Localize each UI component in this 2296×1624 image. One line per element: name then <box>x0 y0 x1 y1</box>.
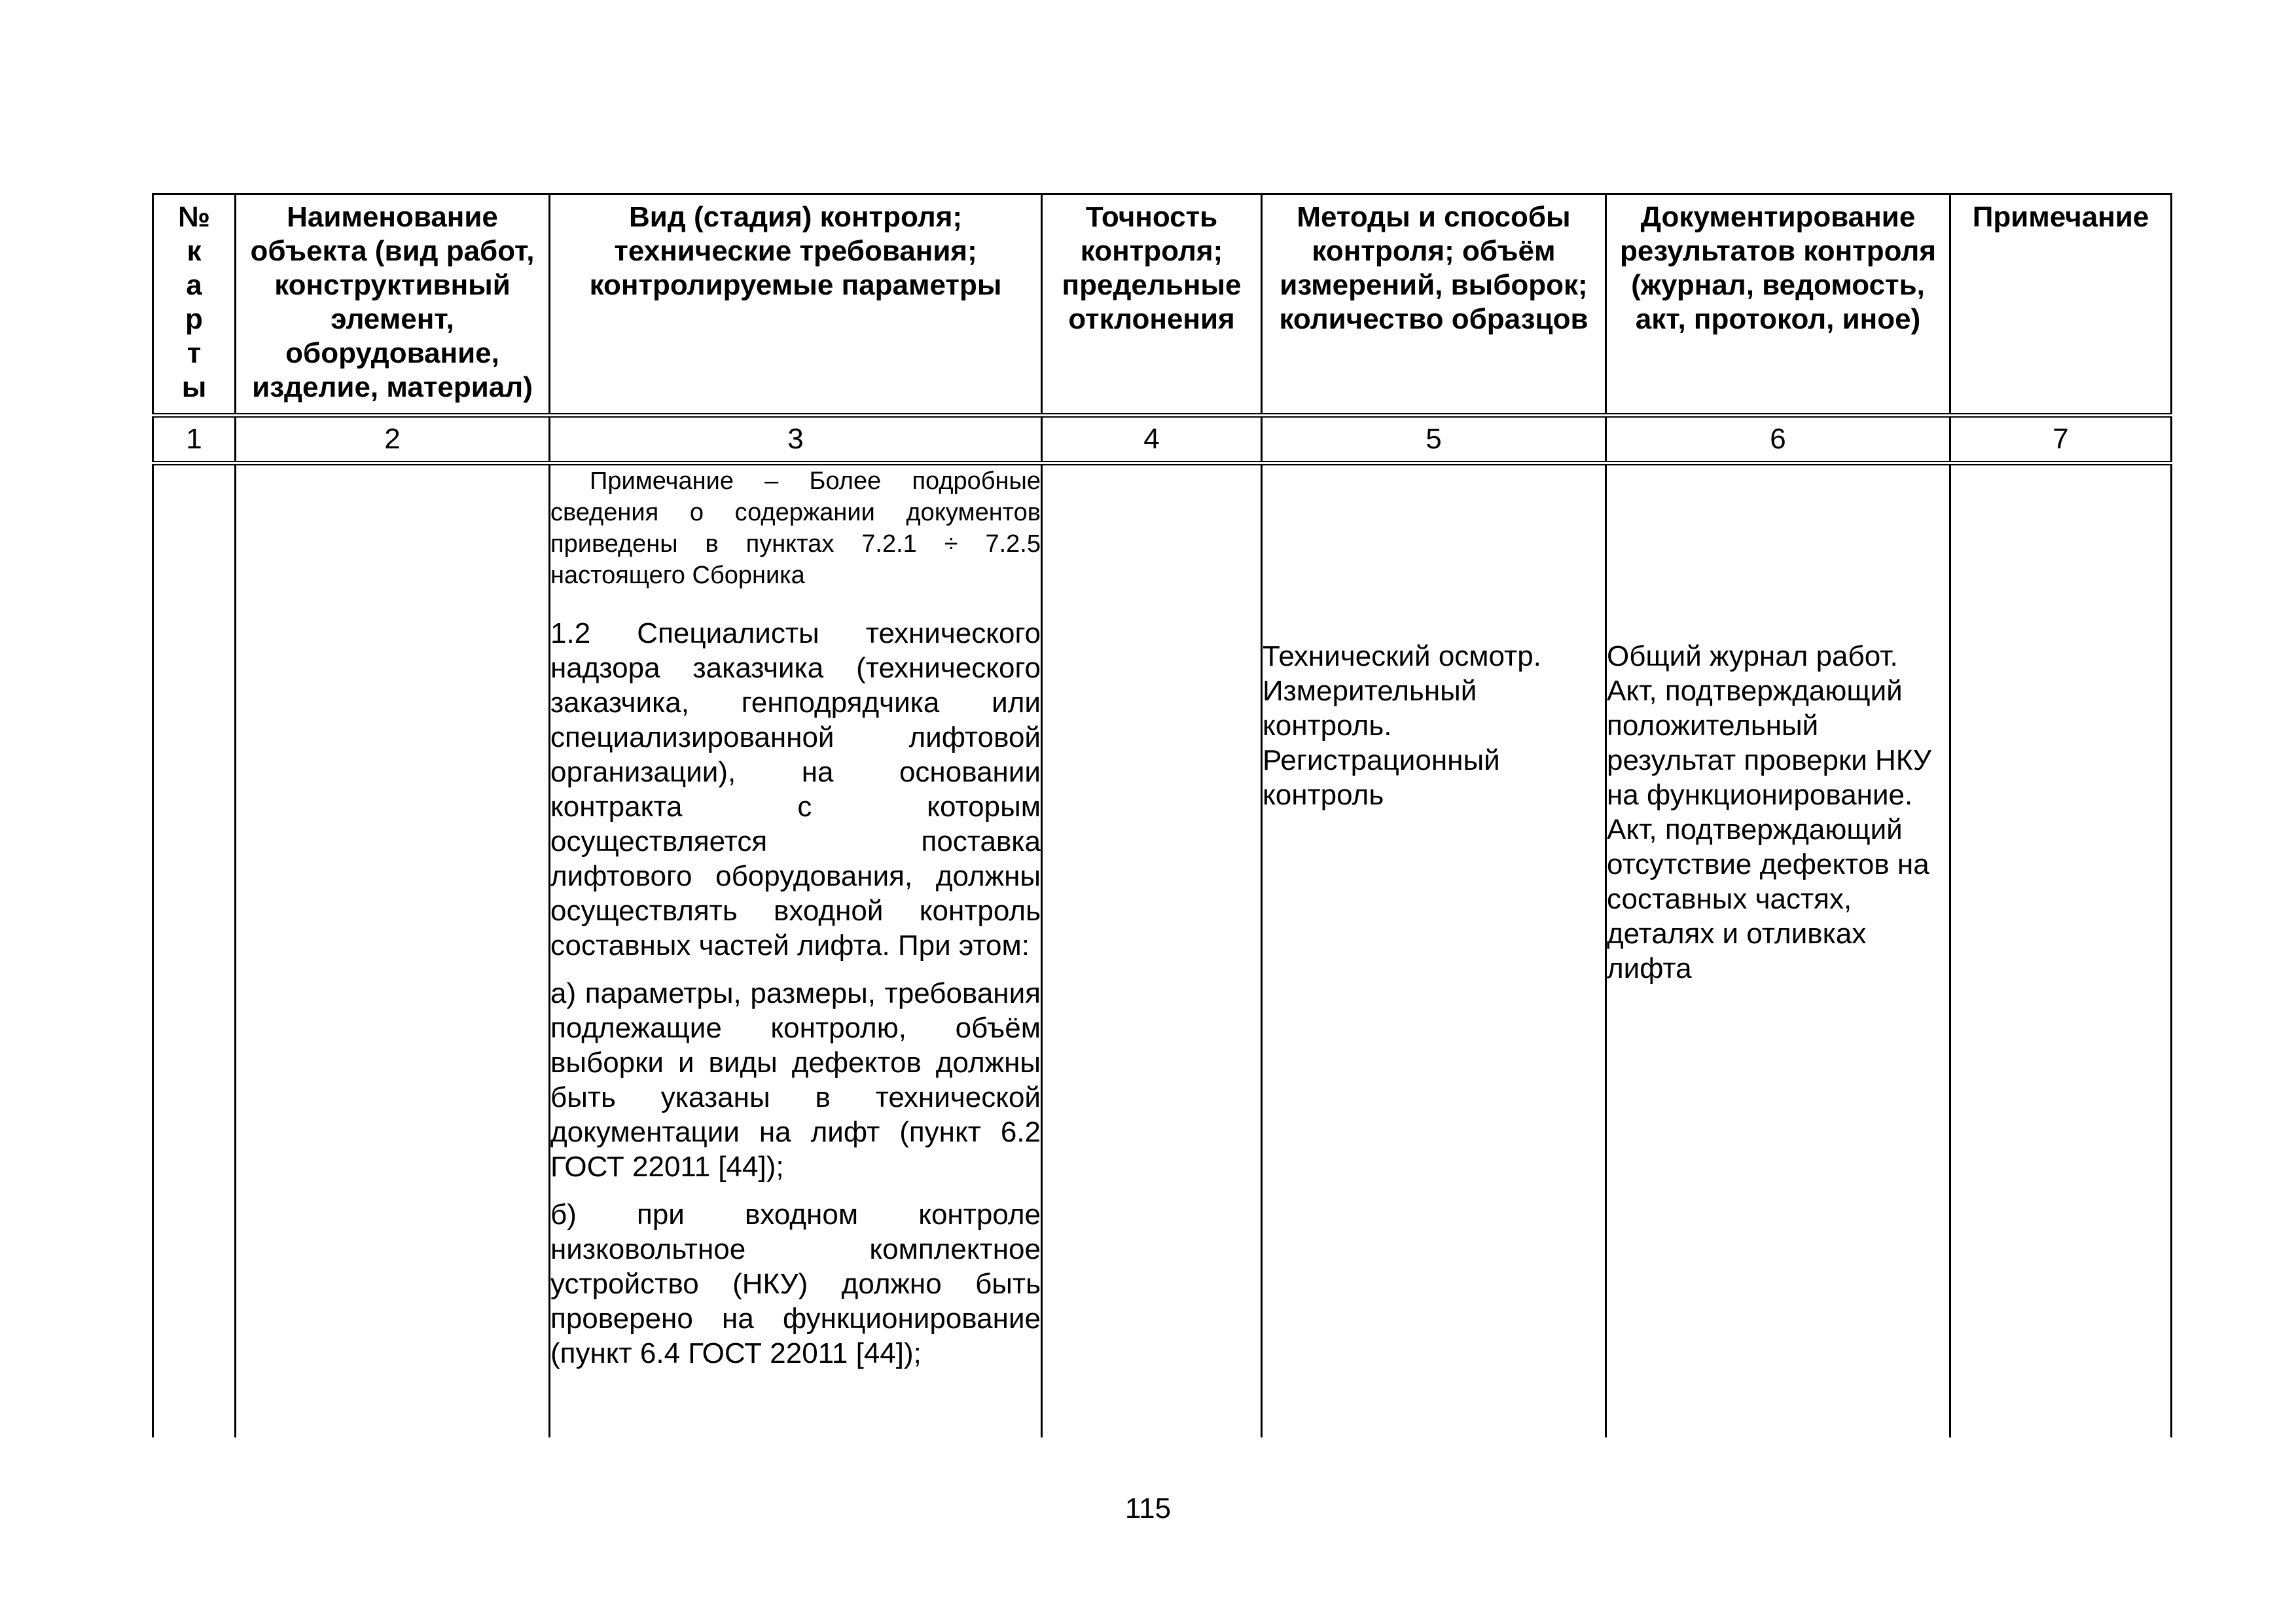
column-number: 6 <box>1606 416 1950 463</box>
header-card-number-char: р <box>185 303 203 335</box>
header-card-number-char: а <box>186 269 202 301</box>
cell-accuracy <box>1042 463 1262 1438</box>
header-documentation: Документирование результатов контроля (журнал, ведомость, акт, протокол, иное) <box>1606 194 1950 416</box>
method-item: Регистрационный контроль <box>1263 744 1500 811</box>
header-card-number-char: т <box>187 337 202 369</box>
header-note: Примечание <box>1950 194 2172 416</box>
method-item: Технический осмотр. <box>1263 640 1541 672</box>
cell-control-requirements <box>550 463 1042 1438</box>
requirement-paragraph: а) параметры, размеры, требования подлежащие контролю, объём выборки и виды дефектов должны быть указаны в технической документации на лифт (пункт 6.2 ГОСТ 22011 [44]); <box>550 977 1041 1183</box>
header-card-number <box>153 194 236 416</box>
header-object-name: Наименование объекта (вид работ, конструктивный элемент, оборудование, изделие, материал) <box>236 194 550 416</box>
column-number: 5 <box>1262 416 1606 463</box>
header-control-type: Вид (стадия) контроля; технические требования; контролируемые параметры <box>550 194 1042 416</box>
method-item: Измерительный контроль. <box>1263 675 1477 742</box>
cell-methods <box>1262 463 1606 1438</box>
column-number: 2 <box>236 416 550 463</box>
cell-object-name <box>236 463 550 1438</box>
cell-card-number <box>153 463 236 1438</box>
header-card-number-char: № <box>177 201 211 233</box>
cell-note <box>1950 463 2172 1438</box>
page-number: 115 <box>1124 1492 1172 1525</box>
header-row <box>153 194 2172 416</box>
column-number-row <box>153 416 2172 463</box>
document-item: Общий журнал работ. <box>1607 640 1898 672</box>
requirements-note: Примечание – Более подробные сведения о содержании документов приведены в пунктах 7.2.1 ÷ 7.2.5 настоящего Сборника <box>550 467 1041 589</box>
header-card-number-char: к <box>187 235 202 267</box>
header-card-number-char: ы <box>181 371 207 403</box>
requirement-paragraph: 1.2 Специалисты технического надзора заказчика (технического заказчика, генподрядчика или специализированной лифтовой организации), на основании контракта с которым осуществляется поставка лифтового оборудования, должны осуществлять входной контроль составных частей лифта. При этом: <box>550 617 1041 962</box>
requirement-paragraph: б) при входном контроле низковольтное комплектное устройство (НКУ) должно быть проверено на функционирование (пункт 6.4 ГОСТ 22011 [44]); <box>550 1199 1041 1369</box>
column-number: 1 <box>153 416 236 463</box>
document-item: Акт, подтверждающий отсутствие дефектов на составных частях, деталях и отливках лифта <box>1607 814 1929 984</box>
cell-documentation <box>1606 463 1950 1438</box>
column-number: 7 <box>1950 416 2172 463</box>
column-number: 3 <box>550 416 1042 463</box>
column-number: 4 <box>1042 416 1262 463</box>
content-row <box>153 463 2172 1438</box>
header-accuracy: Точность контроля; предельные отклонения <box>1042 194 1262 416</box>
document-item: Акт, подтверждающий положительный результат проверки НКУ на функционирование. <box>1607 675 1931 811</box>
header-methods: Методы и способы контроля; объём измерений, выборок; количество образцов <box>1262 194 1606 416</box>
control-table <box>152 193 2172 1437</box>
